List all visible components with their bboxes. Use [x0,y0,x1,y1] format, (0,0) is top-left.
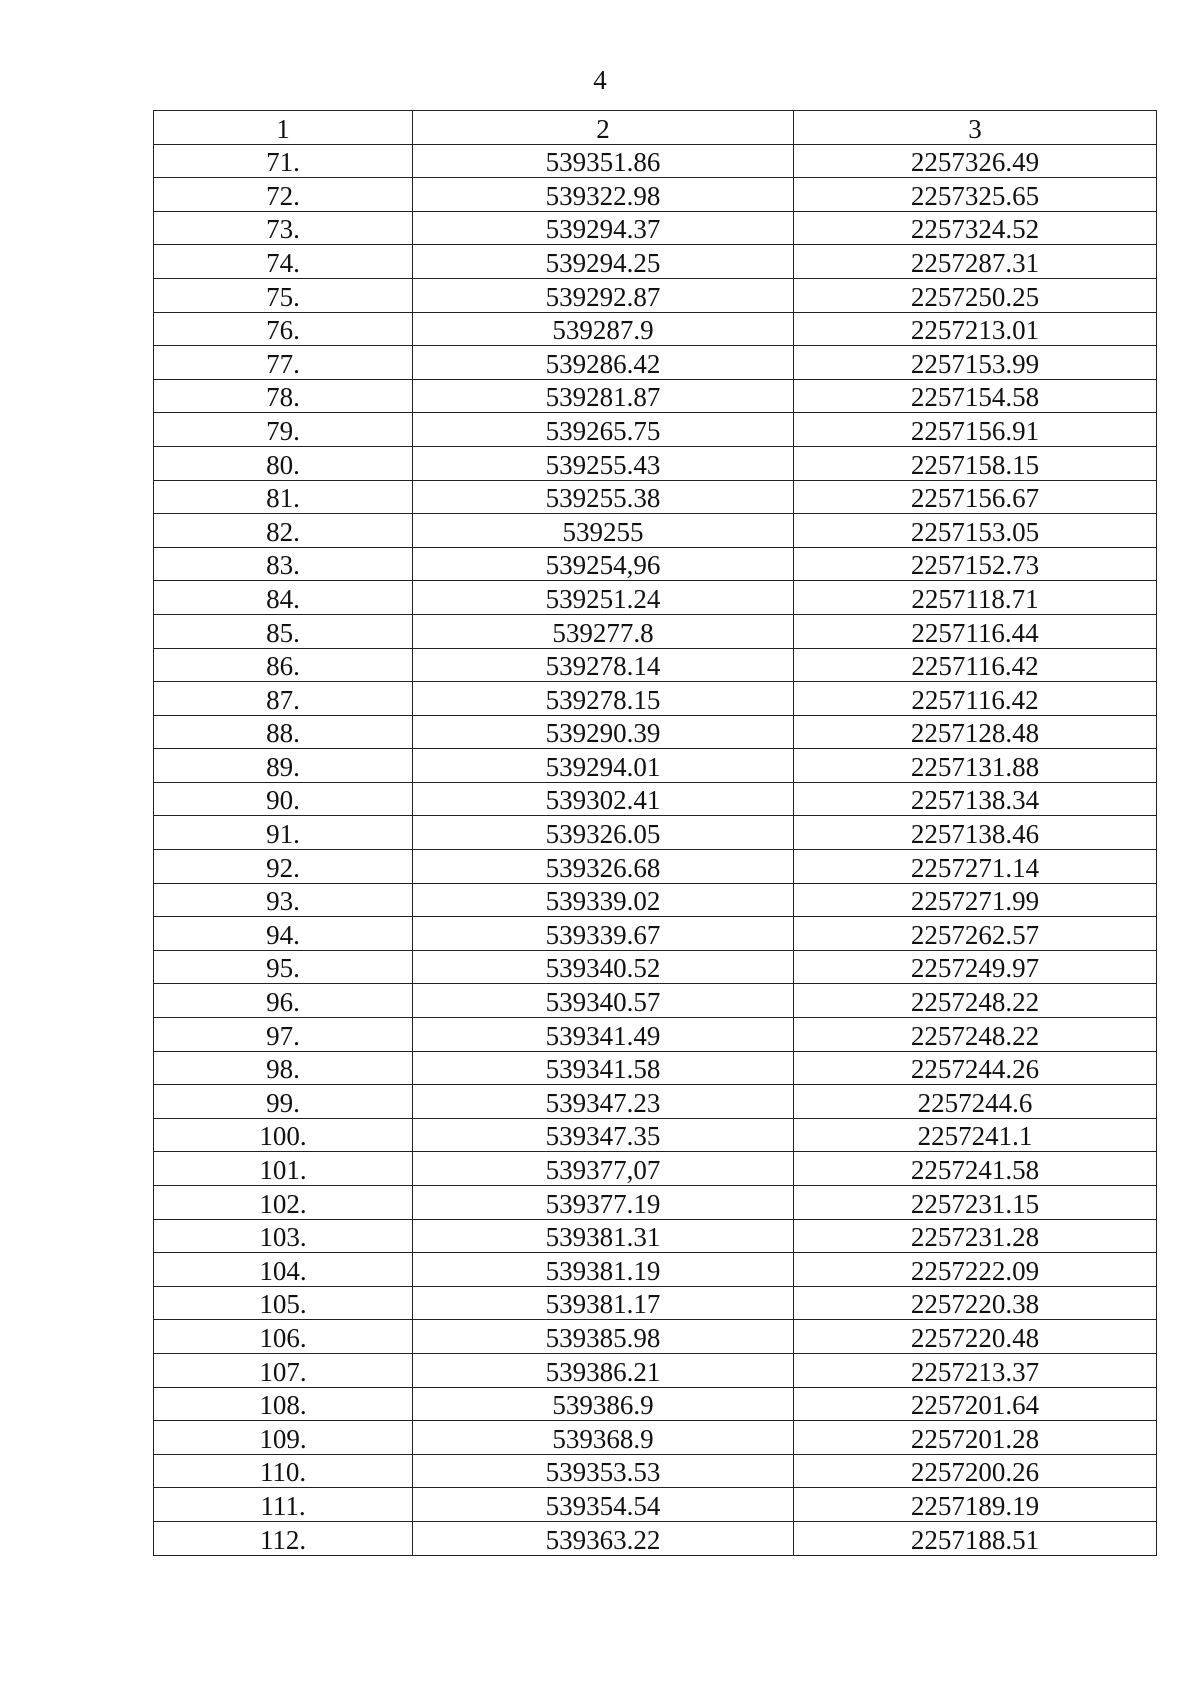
y-coordinate-cell: 2257156.67 [794,480,1157,514]
y-coordinate-cell: 2257250.25 [794,278,1157,312]
y-coordinate-cell: 2257220.38 [794,1286,1157,1320]
table-row [154,1018,1157,1052]
column-header: 3 [794,111,1157,145]
point-number-cell: 76. [154,312,413,346]
table-row [154,1521,1157,1555]
x-coordinate-cell: 539294.01 [413,749,794,783]
x-coordinate-cell: 539363.22 [413,1521,794,1555]
table-row [154,1152,1157,1186]
point-number-cell: 82. [154,514,413,548]
y-coordinate-cell: 2257249.97 [794,950,1157,984]
y-coordinate-cell: 2257158.15 [794,446,1157,480]
x-coordinate-cell: 539381.19 [413,1253,794,1287]
y-coordinate-cell: 2257116.42 [794,648,1157,682]
point-number-cell: 105. [154,1286,413,1320]
y-coordinate-cell: 2257131.88 [794,749,1157,783]
table-row [154,1051,1157,1085]
x-coordinate-cell: 539341.58 [413,1051,794,1085]
y-coordinate-cell: 2257188.51 [794,1521,1157,1555]
y-coordinate-cell: 2257156.91 [794,413,1157,447]
point-number-cell: 90. [154,782,413,816]
point-number-cell: 75. [154,278,413,312]
x-coordinate-cell: 539339.02 [413,883,794,917]
table-row [154,346,1157,380]
y-coordinate-cell: 2257287.31 [794,245,1157,279]
y-coordinate-cell: 2257138.34 [794,782,1157,816]
point-number-cell: 78. [154,379,413,413]
x-coordinate-cell: 539290.39 [413,715,794,749]
point-number-cell: 95. [154,950,413,984]
point-number-cell: 108. [154,1387,413,1421]
point-number-cell: 110. [154,1454,413,1488]
x-coordinate-cell: 539322.98 [413,178,794,212]
point-number-cell: 107. [154,1353,413,1387]
table-row [154,178,1157,212]
table-row [154,1286,1157,1320]
point-number-cell: 73. [154,211,413,245]
table-row [154,514,1157,548]
point-number-cell: 103. [154,1219,413,1253]
point-number-cell: 102. [154,1186,413,1220]
point-number-cell: 80. [154,446,413,480]
x-coordinate-cell: 539251.24 [413,581,794,615]
point-number-cell: 79. [154,413,413,447]
point-number-cell: 92. [154,850,413,884]
x-coordinate-cell: 539294.37 [413,211,794,245]
y-coordinate-cell: 2257213.37 [794,1353,1157,1387]
x-coordinate-cell: 539386.9 [413,1387,794,1421]
point-number-cell: 93. [154,883,413,917]
y-coordinate-cell: 2257231.28 [794,1219,1157,1253]
y-coordinate-cell: 2257200.26 [794,1454,1157,1488]
x-coordinate-cell: 539281.87 [413,379,794,413]
table-body [154,111,1157,1556]
y-coordinate-cell: 2257152.73 [794,547,1157,581]
point-number-cell: 86. [154,648,413,682]
y-coordinate-cell: 2257154.58 [794,379,1157,413]
table-row [154,480,1157,514]
y-coordinate-cell: 2257222.09 [794,1253,1157,1287]
x-coordinate-cell: 539292.87 [413,278,794,312]
point-number-cell: 74. [154,245,413,279]
table-row [154,682,1157,716]
table-row [154,917,1157,951]
y-coordinate-cell: 2257201.28 [794,1421,1157,1455]
x-coordinate-cell: 539265.75 [413,413,794,447]
y-coordinate-cell: 2257248.22 [794,1018,1157,1052]
x-coordinate-cell: 539326.68 [413,850,794,884]
y-coordinate-cell: 2257326.49 [794,144,1157,178]
point-number-cell: 109. [154,1421,413,1455]
table-row [154,1488,1157,1522]
point-number-cell: 104. [154,1253,413,1287]
y-coordinate-cell: 2257201.64 [794,1387,1157,1421]
column-header: 1 [154,111,413,145]
y-coordinate-cell: 2257153.99 [794,346,1157,380]
x-coordinate-cell: 539278.15 [413,682,794,716]
table-row [154,1421,1157,1455]
table-row [154,816,1157,850]
table-row [154,614,1157,648]
y-coordinate-cell: 2257244.6 [794,1085,1157,1119]
y-coordinate-cell: 2257271.14 [794,850,1157,884]
y-coordinate-cell: 2257138.46 [794,816,1157,850]
table-row [154,446,1157,480]
table-row [154,648,1157,682]
point-number-cell: 83. [154,547,413,581]
x-coordinate-cell: 539278.14 [413,648,794,682]
table-row [154,1353,1157,1387]
point-number-cell: 81. [154,480,413,514]
point-number-cell: 77. [154,346,413,380]
x-coordinate-cell: 539340.52 [413,950,794,984]
y-coordinate-cell: 2257324.52 [794,211,1157,245]
y-coordinate-cell: 2257128.48 [794,715,1157,749]
x-coordinate-cell: 539255 [413,514,794,548]
table-row [154,715,1157,749]
point-number-cell: 84. [154,581,413,615]
y-coordinate-cell: 2257220.48 [794,1320,1157,1354]
table-row [154,1085,1157,1119]
y-coordinate-cell: 2257189.19 [794,1488,1157,1522]
x-coordinate-cell: 539385.98 [413,1320,794,1354]
point-number-cell: 91. [154,816,413,850]
point-number-cell: 85. [154,614,413,648]
x-coordinate-cell: 539340.57 [413,984,794,1018]
point-number-cell: 112. [154,1521,413,1555]
table-row [154,245,1157,279]
y-coordinate-cell: 2257325.65 [794,178,1157,212]
x-coordinate-cell: 539287.9 [413,312,794,346]
x-coordinate-cell: 539254,96 [413,547,794,581]
x-coordinate-cell: 539294.25 [413,245,794,279]
y-coordinate-cell: 2257116.42 [794,682,1157,716]
y-coordinate-cell: 2257248.22 [794,984,1157,1018]
table-row [154,950,1157,984]
x-coordinate-cell: 539302.41 [413,782,794,816]
x-coordinate-cell: 539341.49 [413,1018,794,1052]
table-row [154,211,1157,245]
point-number-cell: 111. [154,1488,413,1522]
point-number-cell: 101. [154,1152,413,1186]
y-coordinate-cell: 2257153.05 [794,514,1157,548]
coordinates-table [153,110,1157,1556]
table-row [154,1186,1157,1220]
point-number-cell: 71. [154,144,413,178]
x-coordinate-cell: 539381.17 [413,1286,794,1320]
x-coordinate-cell: 539368.9 [413,1421,794,1455]
point-number-cell: 96. [154,984,413,1018]
x-coordinate-cell: 539255.38 [413,480,794,514]
y-coordinate-cell: 2257271.99 [794,883,1157,917]
x-coordinate-cell: 539339.67 [413,917,794,951]
point-number-cell: 106. [154,1320,413,1354]
page-number: 4 [593,65,607,95]
x-coordinate-cell: 539386.21 [413,1353,794,1387]
table-row [154,379,1157,413]
x-coordinate-cell: 539377.19 [413,1186,794,1220]
point-number-cell: 72. [154,178,413,212]
x-coordinate-cell: 539347.23 [413,1085,794,1119]
table-row [154,413,1157,447]
y-coordinate-cell: 2257241.1 [794,1118,1157,1152]
x-coordinate-cell: 539353.53 [413,1454,794,1488]
x-coordinate-cell: 539347.35 [413,1118,794,1152]
table-row [154,883,1157,917]
x-coordinate-cell: 539381.31 [413,1219,794,1253]
header-row [154,111,1157,145]
point-number-cell: 88. [154,715,413,749]
point-number-cell: 99. [154,1085,413,1119]
point-number-cell: 100. [154,1118,413,1152]
table-row [154,984,1157,1018]
table-row [154,547,1157,581]
table-row [154,278,1157,312]
y-coordinate-cell: 2257262.57 [794,917,1157,951]
table-row [154,1253,1157,1287]
y-coordinate-cell: 2257241.58 [794,1152,1157,1186]
column-header: 2 [413,111,794,145]
y-coordinate-cell: 2257116.44 [794,614,1157,648]
table-row [154,782,1157,816]
table-row [154,1454,1157,1488]
x-coordinate-cell: 539377,07 [413,1152,794,1186]
x-coordinate-cell: 539326.05 [413,816,794,850]
point-number-cell: 97. [154,1018,413,1052]
table-row [154,1118,1157,1152]
table-row [154,1219,1157,1253]
y-coordinate-cell: 2257213.01 [794,312,1157,346]
y-coordinate-cell: 2257118.71 [794,581,1157,615]
x-coordinate-cell: 539286.42 [413,346,794,380]
x-coordinate-cell: 539277.8 [413,614,794,648]
point-number-cell: 87. [154,682,413,716]
table-row [154,312,1157,346]
x-coordinate-cell: 539255.43 [413,446,794,480]
x-coordinate-cell: 539351.86 [413,144,794,178]
table-row [154,1320,1157,1354]
table-row [154,850,1157,884]
y-coordinate-cell: 2257231.15 [794,1186,1157,1220]
y-coordinate-cell: 2257244.26 [794,1051,1157,1085]
table-row [154,1387,1157,1421]
table-row [154,749,1157,783]
table-row [154,144,1157,178]
point-number-cell: 94. [154,917,413,951]
point-number-cell: 89. [154,749,413,783]
table-row [154,581,1157,615]
point-number-cell: 98. [154,1051,413,1085]
x-coordinate-cell: 539354.54 [413,1488,794,1522]
